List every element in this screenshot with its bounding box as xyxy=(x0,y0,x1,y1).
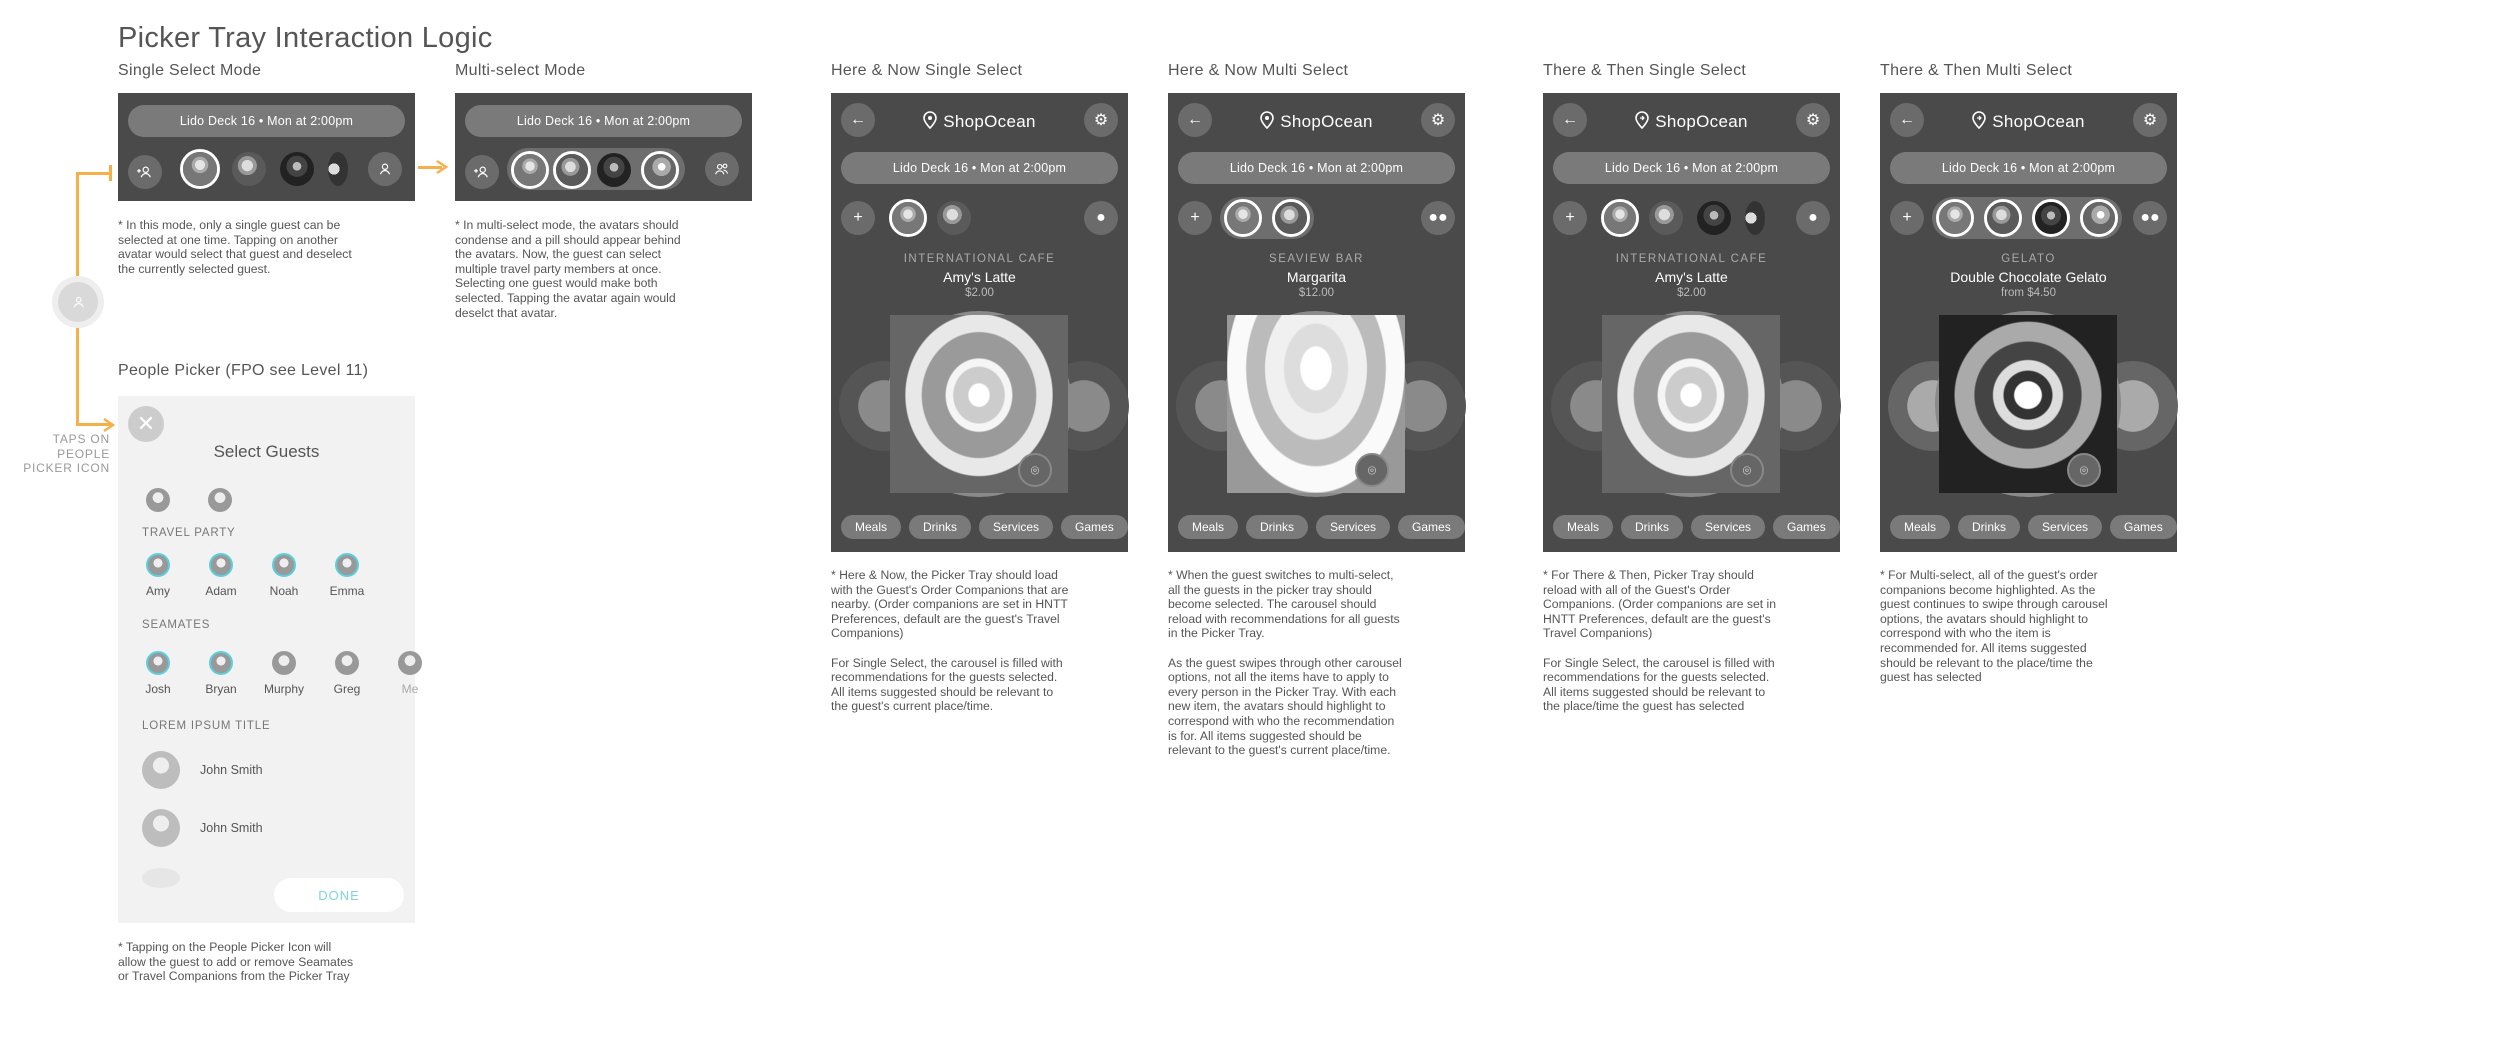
arrow-right-icon xyxy=(435,159,449,175)
guest-avatar[interactable] xyxy=(1224,199,1262,237)
add-person-icon: + xyxy=(1190,209,1200,226)
location-button[interactable] xyxy=(1018,453,1052,487)
tab-drinks[interactable]: Drinks xyxy=(1246,515,1308,539)
location-pin-icon xyxy=(923,111,937,134)
travel-name: Emma xyxy=(329,584,365,598)
location-pin-icon: ⌾ xyxy=(1030,461,1040,478)
category-tabs xyxy=(841,515,1131,539)
guest-avatar[interactable] xyxy=(1601,199,1639,237)
guest-avatar[interactable] xyxy=(1745,201,1765,235)
category-tabs xyxy=(1553,515,1843,539)
avatar xyxy=(142,809,180,847)
person-icon xyxy=(376,160,394,178)
tab-games[interactable]: Games xyxy=(1773,515,1840,539)
category-tabs xyxy=(1890,515,2180,539)
add-guest-button[interactable] xyxy=(128,155,162,189)
travel-avatar-amy[interactable] xyxy=(146,553,170,577)
location-pill[interactable]: Lido Deck 16 • Mon at 2:00pm xyxy=(465,105,742,137)
add-guest-button[interactable] xyxy=(465,155,499,189)
location-pin-icon xyxy=(1972,111,1986,134)
tab-drinks[interactable]: Drinks xyxy=(1958,515,2020,539)
people-picker-button[interactable] xyxy=(2133,201,2167,235)
location-pin-icon: ⌾ xyxy=(1742,461,1752,478)
location-button[interactable] xyxy=(2067,453,2101,487)
taps-label: TAPS ON PEOPLE PICKER ICON xyxy=(23,432,110,476)
guest-avatar[interactable] xyxy=(641,151,679,189)
person-name: John Smith xyxy=(200,763,263,777)
location-pill[interactable]: Lido Deck 16 • Mon at 2:00pm xyxy=(1553,152,1830,184)
done-button[interactable]: DONE xyxy=(274,878,404,912)
phone-hn-multi xyxy=(1168,93,1465,552)
guest-avatar[interactable] xyxy=(937,201,971,235)
arrow-right-icon xyxy=(102,417,116,433)
travel-avatar-noah[interactable] xyxy=(272,553,296,577)
location-pin-icon xyxy=(1260,111,1274,134)
add-person-icon xyxy=(136,163,154,181)
close-icon: ✕ xyxy=(136,411,156,436)
note-single: * In this mode, only a single guest can be selected at one time. Tapping on another avatar would select that guest and deselect the currently selected guest. xyxy=(118,218,352,276)
back-arrow-icon: ← xyxy=(1187,111,1203,128)
avatar xyxy=(142,868,180,888)
back-arrow-icon: ← xyxy=(850,111,866,128)
add-person-icon xyxy=(69,293,87,311)
tab-services[interactable]: Services xyxy=(1691,515,1765,539)
seamate-avatar-josh[interactable] xyxy=(146,651,170,675)
page-title: Picker Tray Interaction Logic xyxy=(118,22,493,54)
item-price: from $4.50 xyxy=(2001,287,2056,299)
add-person-icon: + xyxy=(853,209,863,226)
back-arrow-icon: ← xyxy=(1562,111,1578,128)
person-name: John Smith xyxy=(200,821,263,835)
person-icon: ● xyxy=(1096,209,1106,226)
settings-button[interactable] xyxy=(1421,103,1455,137)
add-person-icon: + xyxy=(1565,209,1575,226)
section-title-tt-single: There & Then Single Select xyxy=(1543,62,1747,79)
back-arrow-icon: ← xyxy=(1899,111,1915,128)
people-picker-button[interactable] xyxy=(705,152,739,186)
venue-label: INTERNATIONAL CAFE xyxy=(1615,253,1768,265)
single-select-tray xyxy=(118,93,415,201)
settings-button[interactable] xyxy=(1084,103,1118,137)
guest-avatar[interactable] xyxy=(280,152,314,186)
add-guest-button[interactable] xyxy=(1178,201,1212,235)
location-button[interactable] xyxy=(1355,453,1389,487)
connector-line xyxy=(76,172,112,175)
location-pin-icon: ⌾ xyxy=(1367,461,1377,478)
location-pill[interactable]: Lido Deck 16 • Mon at 2:00pm xyxy=(841,152,1118,184)
item-name: Double Chocolate Gelato xyxy=(1950,269,2107,285)
app-title: ShopOcean xyxy=(943,112,1036,131)
picker-title: Select Guests xyxy=(213,442,320,461)
location-pill[interactable]: Lido Deck 16 • Mon at 2:00pm xyxy=(1178,152,1455,184)
connector-tick xyxy=(109,165,112,181)
section-title-hn-single: Here & Now Single Select xyxy=(831,62,1023,79)
guest-avatar[interactable] xyxy=(2080,199,2118,237)
add-person-icon: + xyxy=(1902,209,1912,226)
travel-avatar-adam[interactable] xyxy=(209,553,233,577)
tab-meals[interactable]: Meals xyxy=(1890,515,1950,539)
tab-services[interactable]: Services xyxy=(979,515,1053,539)
guest-avatar[interactable] xyxy=(328,152,348,186)
tab-meals[interactable]: Meals xyxy=(1553,515,1613,539)
guest-avatar[interactable] xyxy=(180,149,220,189)
avatar xyxy=(142,751,180,789)
tab-services[interactable]: Services xyxy=(2028,515,2102,539)
guest-avatar[interactable] xyxy=(146,488,170,512)
venue-label: INTERNATIONAL CAFE xyxy=(903,253,1056,265)
people-picker-button[interactable] xyxy=(1796,201,1830,235)
note-tt-single: * For There & Then, Picker Tray should reload with all of the Guest's Order Companions. (Order companions are set in HNTT Preferences, default are the guest's Travel Companions) For Single Select, the carousel is filled with recommendations for the guests selected. All items suggested should be relevant to the place/time the guest has selected xyxy=(1543,568,1777,714)
travel-name: Amy xyxy=(146,584,170,598)
note-hn-multi: * When the guest switches to multi-select, all the guests in the picker tray should become selected. The carousel should reload with recommendations for all guests in the Picker Tray. As the guest swipes through other carousel options, not all the items have to apply to every person in the Picker Tray. With each new item, the avatars should highlight to correspond with who the recommendation is for. All items suggested should be relevant to the guest's current place/time. xyxy=(1168,568,1402,758)
seamate-avatar-me[interactable] xyxy=(398,651,422,675)
item-price: $2.00 xyxy=(1677,287,1706,299)
item-price: $12.00 xyxy=(1298,287,1335,299)
item-name: Amy's Latte xyxy=(1655,269,1728,285)
gear-icon: ⚙ xyxy=(1430,112,1446,129)
settings-button[interactable] xyxy=(2133,103,2167,137)
group-icon: ●● xyxy=(2140,209,2160,226)
location-pill[interactable]: Lido Deck 16 • Mon at 2:00pm xyxy=(1890,152,2167,184)
people-picker-button[interactable] xyxy=(1084,201,1118,235)
gear-icon: ⚙ xyxy=(2142,112,2158,129)
guest-avatar[interactable] xyxy=(1936,199,1974,237)
add-guest-button[interactable] xyxy=(1553,201,1587,235)
seamate-name: Murphy xyxy=(263,682,304,696)
seamate-name: Bryan xyxy=(205,682,237,696)
travel-avatar-emma[interactable] xyxy=(335,553,359,577)
tab-drinks[interactable]: Drinks xyxy=(909,515,971,539)
note-people: * Tapping on the People Picker Icon will allow the guest to add or remove Seamates or Travel Companions from the Picker Tray xyxy=(118,940,354,984)
seamate-name: Greg xyxy=(333,682,361,696)
app-title: ShopOcean xyxy=(1280,112,1373,131)
location-pin-icon xyxy=(1635,111,1649,134)
guest-avatar[interactable] xyxy=(553,151,591,189)
guest-avatar[interactable] xyxy=(232,152,266,186)
tab-games[interactable]: Games xyxy=(1398,515,1465,539)
group-label-travel: TRAVEL PARTY xyxy=(142,527,236,539)
tap-indicator xyxy=(58,282,98,322)
category-tabs xyxy=(1178,515,1468,539)
section-title-single: Single Select Mode xyxy=(118,62,262,79)
guest-avatar[interactable] xyxy=(1984,199,2022,237)
seamate-avatar-murphy[interactable] xyxy=(272,651,296,675)
location-button[interactable] xyxy=(1730,453,1764,487)
multi-select-tray xyxy=(455,93,752,201)
item-name: Margarita xyxy=(1286,269,1347,285)
list-item[interactable] xyxy=(142,751,392,791)
guest-avatar[interactable] xyxy=(511,151,549,189)
people-picker-panel xyxy=(118,396,419,923)
group-label-lorem: LOREM IPSUM TITLE xyxy=(142,720,271,732)
phone-tt-single xyxy=(1543,93,1840,552)
phone-hn-single xyxy=(831,93,1128,552)
note-multi: * In multi-select mode, the avatars should condense and a pill should appear behind the avatars. Now, the guest can select multiple travel party members at once. Selecting one guest would make both selected. Tapping the avatar again would deselct that avatar. xyxy=(455,218,681,320)
note-hn-single: * Here & Now, the Picker Tray should load with the Guest's Order Companions that are nearby. (Order companions are set in HNTT Preferences, default are the guest's Travel Companions) For Single Select, the carousel is filled with recommendations for the guests selected. All items suggested should be relevant to the guest's current place/time. xyxy=(831,568,1069,714)
group-label-seamates: SEAMATES xyxy=(142,619,211,631)
person-icon: ● xyxy=(1808,209,1818,226)
section-title-hn-multi: Here & Now Multi Select xyxy=(1168,62,1349,79)
guest-avatar[interactable] xyxy=(1272,199,1310,237)
app-title: ShopOcean xyxy=(1655,112,1748,131)
location-pill[interactable]: Lido Deck 16 • Mon at 2:00pm xyxy=(128,105,405,137)
list-item[interactable] xyxy=(142,809,392,849)
people-picker-button[interactable] xyxy=(368,152,402,186)
guest-avatar[interactable] xyxy=(597,153,631,187)
item-name: Amy's Latte xyxy=(943,269,1016,285)
guest-avatar[interactable] xyxy=(208,488,232,512)
section-title-multi: Multi-select Mode xyxy=(455,62,586,79)
venue-label: GELATO xyxy=(2001,253,2056,265)
add-guest-button[interactable] xyxy=(841,201,875,235)
tab-meals[interactable]: Meals xyxy=(841,515,901,539)
location-pin-icon: ⌾ xyxy=(2079,461,2089,478)
tab-meals[interactable]: Meals xyxy=(1178,515,1238,539)
section-title-tt-multi: There & Then Multi Select xyxy=(1880,62,2073,79)
guest-avatar[interactable] xyxy=(1649,201,1683,235)
tab-drinks[interactable]: Drinks xyxy=(1621,515,1683,539)
travel-name: Adam xyxy=(205,584,237,598)
seamate-name: Me xyxy=(401,682,419,696)
tab-games[interactable]: Games xyxy=(2110,515,2177,539)
seamate-name: Josh xyxy=(145,682,171,696)
guest-avatar[interactable] xyxy=(1697,201,1731,235)
note-tt-multi: * For Multi-select, all of the guest's order companions become highlighted. As the guest continues to swipe through carousel options, the avatars should highlight to correspond with who the item is recommended for. All items suggested should be relevant to the place/time the guest has selected xyxy=(1880,568,2108,685)
guest-avatar[interactable] xyxy=(2032,199,2070,237)
phone-tt-multi xyxy=(1880,93,2177,552)
guest-avatar[interactable] xyxy=(889,199,927,237)
tab-services[interactable]: Services xyxy=(1316,515,1390,539)
app-title: ShopOcean xyxy=(1992,112,2085,131)
tab-games[interactable]: Games xyxy=(1061,515,1128,539)
gear-icon: ⚙ xyxy=(1805,112,1821,129)
seamate-avatar-bryan[interactable] xyxy=(209,651,233,675)
gear-icon: ⚙ xyxy=(1093,112,1109,129)
settings-button[interactable] xyxy=(1796,103,1830,137)
people-picker-button[interactable] xyxy=(1421,201,1455,235)
travel-name: Noah xyxy=(269,584,299,598)
item-price: $2.00 xyxy=(965,287,994,299)
section-title-people: People Picker (FPO see Level 11) xyxy=(118,362,369,379)
close-button[interactable] xyxy=(128,406,164,442)
group-icon: ●● xyxy=(1428,209,1448,226)
add-person-icon xyxy=(473,163,491,181)
add-guest-button[interactable] xyxy=(1890,201,1924,235)
venue-label: SEAVIEW BAR xyxy=(1269,253,1364,265)
group-icon xyxy=(713,160,731,178)
seamate-avatar-greg[interactable] xyxy=(335,651,359,675)
